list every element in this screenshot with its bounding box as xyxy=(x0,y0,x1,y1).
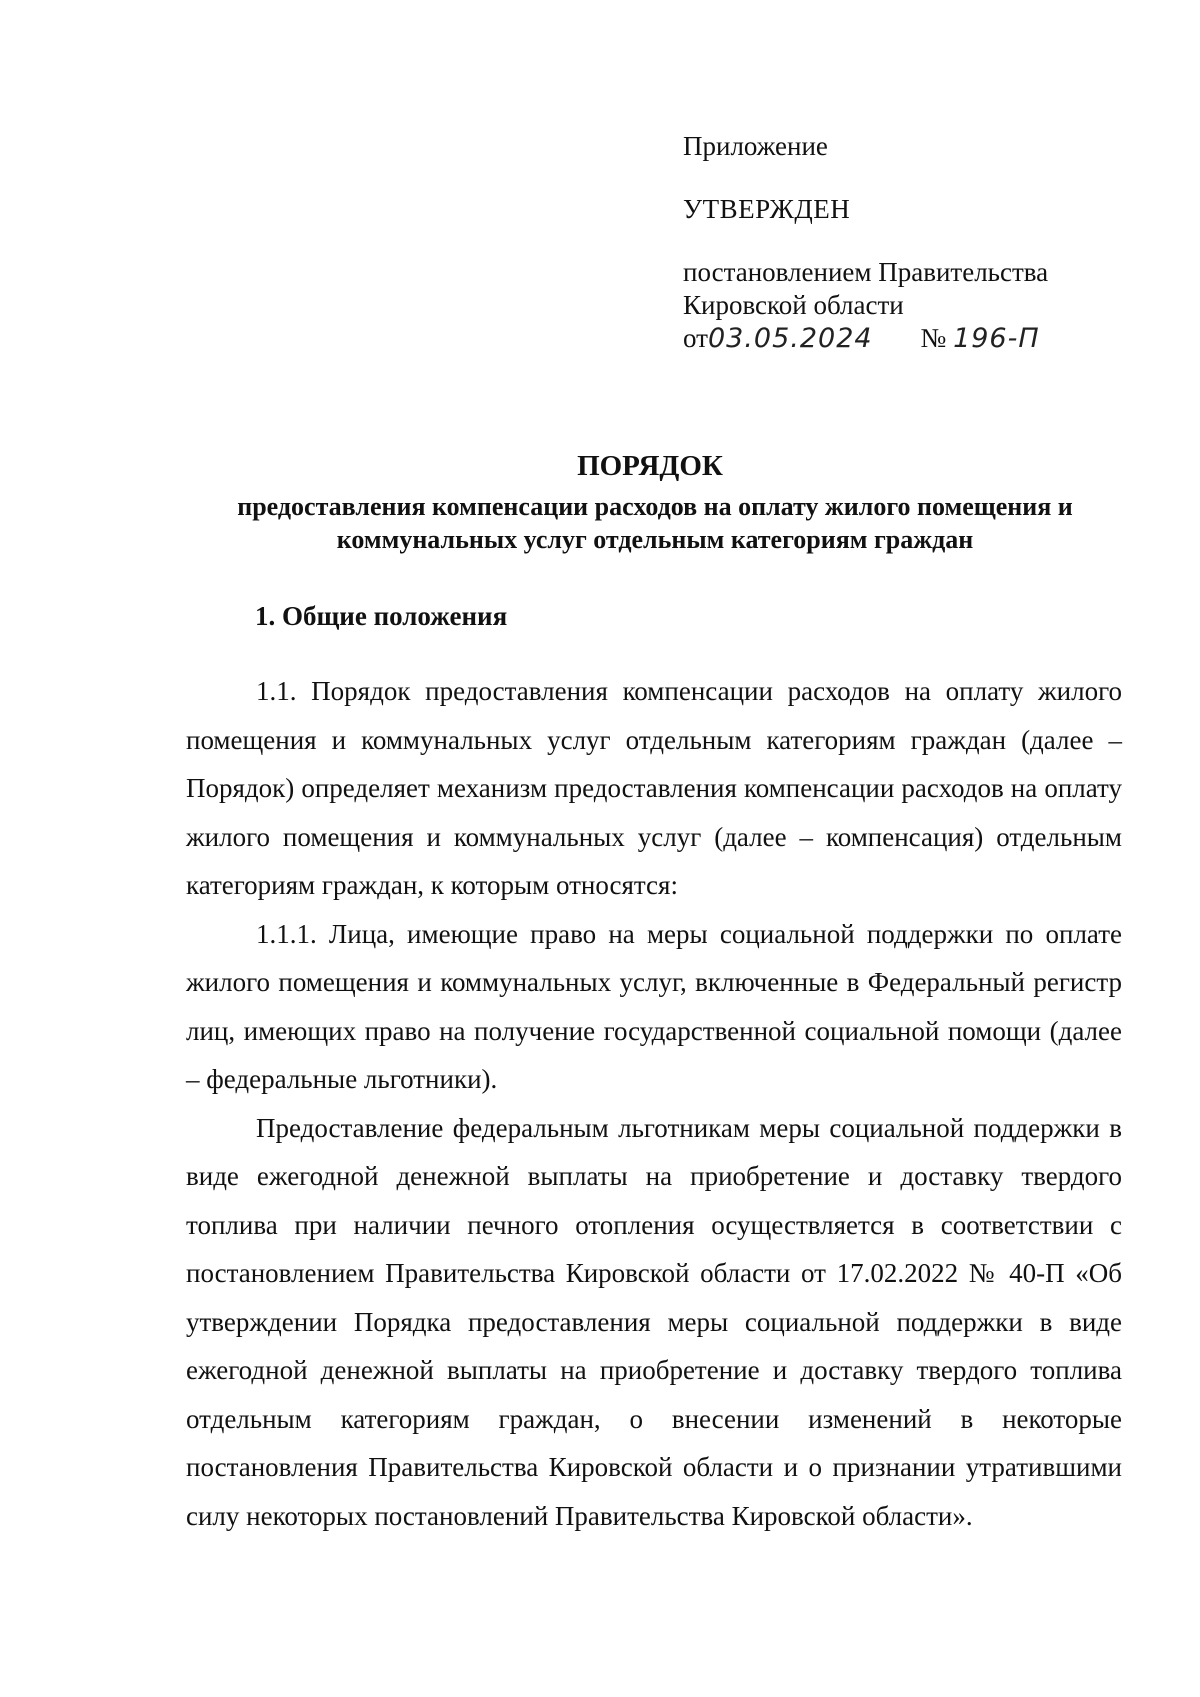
section-heading: 1. Общие положения xyxy=(255,601,508,631)
paragraph-1-1-1: 1.1.1. Лица, имеющие право на меры социальной поддержки по оплате жилого помещения и коммунальных услуг, включенные в Федеральный регистр лиц, имеющих право на получение государственной социальной помощи (далее – федеральные льготники). xyxy=(186,918,1122,1094)
document-title: ПОРЯДОК xyxy=(577,450,723,482)
approved-by-line-1: постановлением Правительства xyxy=(683,257,1049,287)
approved-by-line-2: Кировской области xyxy=(683,290,904,320)
approval-block xyxy=(683,130,1103,355)
approved-label: УТВЕРЖДЕН xyxy=(683,194,851,224)
paragraph-1-1: 1.1. Порядок предоставления компенсации расходов на оплату жилого помещения и коммунальных услуг отдельным категориям граждан (далее – Порядок) определяет механизм предоставления компенсации расходов на оплату жилого помещения и коммунальных услуг (далее – компенсация) отдельным категориям граждан, к которым относятся: xyxy=(186,676,1122,900)
paragraph-fuel-payment: Предоставление федеральным льготникам меры социальной поддержки в виде ежегодной денежной выплаты на приобретение и доставку твердого топлива при наличии печного отопления осуществляется в соответствии с постановлением Правительства Кировской области от 17.02.2022 № 40-П «Об утверждении Порядка предоставления меры социальной поддержки в виде ежегодной денежной выплаты на приобретение и доставку твердого топлива отдельным категориям граждан, о внесении изменений в некоторые постановления Правительства Кировской области и о признании утратившими силу некоторых постановлений Правительства Кировской области». xyxy=(186,1112,1122,1531)
date-number-line xyxy=(683,322,1103,355)
appendix-label: Приложение xyxy=(683,131,828,161)
number-label: № xyxy=(920,323,947,353)
date-prefix: от xyxy=(683,323,708,353)
document-body xyxy=(186,667,1122,1540)
document-subtitle: предоставления компенсации расходов на оплату жилого помещения и коммунальных услуг отдельным категориям граждан xyxy=(237,492,1073,554)
handwritten-date: 03.05.2024 xyxy=(707,323,873,354)
handwritten-number: 196-П xyxy=(953,323,1040,354)
